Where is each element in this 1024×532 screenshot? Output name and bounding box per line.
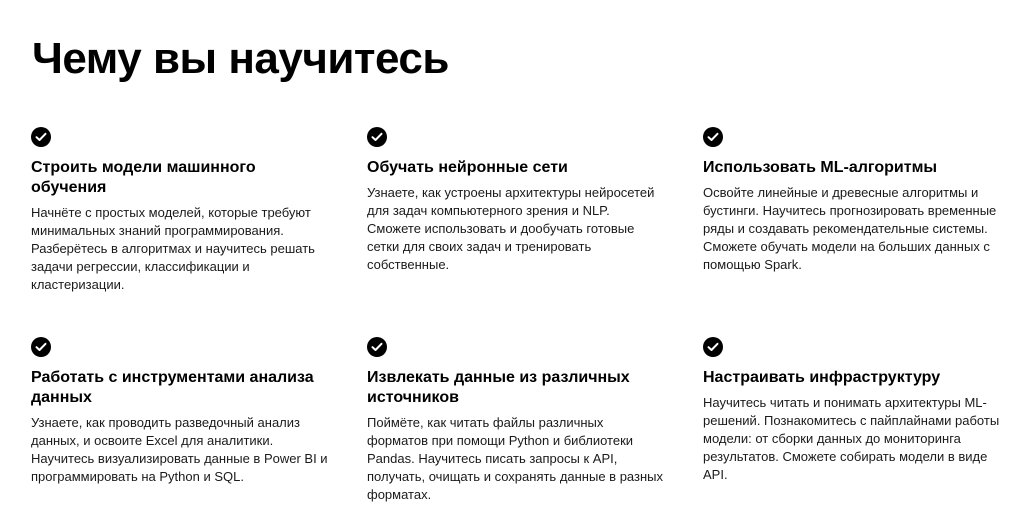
page-title: Чему вы научитесь: [32, 34, 449, 83]
check-circle-icon: [367, 127, 387, 147]
outcome-title: Работать с инструментами анализа данных: [31, 369, 314, 406]
outcome-card: [703, 127, 1003, 274]
check-circle-icon: [31, 337, 51, 357]
outcome-card: [31, 337, 331, 486]
outcome-title: Использовать ML-алгоритмы: [703, 159, 938, 176]
outcome-description: Научитесь читать и понимать архитектуры ML-решений. Познакомитесь с пайплайнами работы модели: от сборки данных до мониторинга результатов. Сможете собирать модели в виде API.: [703, 395, 1000, 482]
outcome-title: Обучать нейронные сети: [367, 159, 568, 176]
outcome-description: Узнаете, как устроены архитектуры нейросетей для задач компьютерного зрения и NLP. Сможете использовать и дообучать готовые сетки для своих задач и тренировать собственные.: [367, 185, 655, 272]
outcome-title: Извлекать данные из различных источников: [367, 369, 630, 406]
outcome-card: [703, 337, 1003, 484]
outcome-card: [367, 337, 667, 504]
outcome-card: [367, 127, 667, 274]
outcome-description: Освойте линейные и древесные алгоритмы и бустинги. Научитесь прогнозировать временные ряды и создавать рекомендательные системы. Сможете обучать модели на больших данных с помощью Spark.: [703, 185, 997, 272]
outcome-title: Строить модели машинного обучения: [31, 159, 256, 196]
outcome-description: Поймёте, как читать файлы различных форматов при помощи Python и библиотеки Pandas. Научитесь писать запросы к API, получать, очищать и сохранять данные в разных форматах.: [367, 415, 663, 502]
check-circle-icon: [703, 127, 723, 147]
outcome-description: Начнёте с простых моделей, которые требуют минимальных знаний программирования. Разберётесь в алгоритмах и научитесь решать задачи регрессии, классификации и кластеризации.: [31, 205, 315, 292]
check-circle-icon: [31, 127, 51, 147]
outcome-title: Настраивать инфраструктуру: [703, 369, 941, 386]
outcome-card: [31, 127, 331, 294]
check-circle-icon: [367, 337, 387, 357]
outcome-description: Узнаете, как проводить разведочный анализ данных, и освоите Excel для аналитики. Научитесь визуализировать данные в Power BI и программировать на Python и SQL.: [31, 415, 328, 484]
check-circle-icon: [703, 337, 723, 357]
